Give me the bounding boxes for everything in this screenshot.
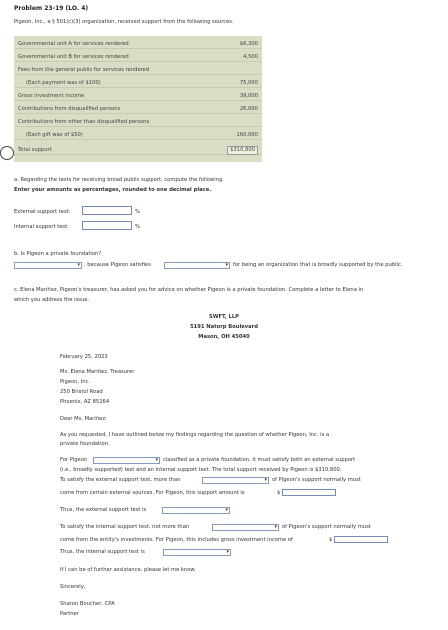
- paragraph-2-continue: classified as a private foundation, it must satisfy both an external support: [163, 457, 356, 463]
- table-row: [14, 64, 262, 75]
- firm-city: Mason, OH 45040: [198, 334, 250, 340]
- internal-support-input[interactable]: [82, 221, 132, 230]
- support-table: [14, 36, 262, 162]
- chevron-down-icon: ▾: [225, 262, 228, 268]
- table-row-label: Governmental unit A for services rendered: [18, 41, 129, 47]
- chevron-down-icon: ▾: [226, 549, 229, 555]
- table-row-value: 75,000: [239, 80, 258, 86]
- external-threshold-select[interactable]: [202, 477, 269, 484]
- table-row-value: 26,000: [239, 106, 258, 112]
- table-row: [14, 38, 262, 49]
- table-row: [14, 51, 262, 62]
- addressee-line: Ms. Elena Mariñez, Treasurer: [60, 369, 135, 375]
- paragraph-4-line-2: come from the entity's investments. For Pigeon, this includes gross investment income of: [60, 537, 293, 543]
- table-row: [14, 103, 262, 114]
- part-b-question: b. Is Pigeon a private foundation?: [14, 251, 102, 257]
- table-row-label: Contributions from disqualified persons: [18, 106, 121, 112]
- internal-threshold-select[interactable]: [212, 524, 279, 531]
- external-support-label: External support test:: [14, 209, 71, 215]
- paragraph-2-line-3a: To satisfy the external support test, more than: [60, 477, 181, 483]
- closing-line: If I can be of further assistance, please let me know.: [60, 567, 196, 573]
- signer-title: Partner: [60, 611, 79, 617]
- internal-test-result-select[interactable]: [163, 549, 231, 556]
- investment-income-input[interactable]: [334, 536, 388, 543]
- table-row-value: 160,000: [236, 132, 258, 138]
- internal-support-label: Internal support test:: [14, 224, 69, 230]
- chevron-down-icon: ▾: [274, 524, 277, 530]
- table-row-label: Governmental unit B for services rendered: [18, 54, 129, 60]
- part-a-instruction: a. Regarding the tests for receiving broad public support, compute the following.: [14, 177, 224, 183]
- table-row: [14, 129, 262, 140]
- table-row-label: (Each gift was of $50): [26, 132, 83, 138]
- table-row-label: Gross investment income: [18, 93, 85, 99]
- firm-street: 5191 Natorp Boulevard: [190, 324, 258, 330]
- addressee-line: Pigeon, Inc.: [60, 379, 91, 385]
- paragraph-2-line-3b: of Pigeon's support normally must: [272, 477, 361, 483]
- table-row: [14, 90, 262, 101]
- paragraph-1-line-1: As you requested, I have outlined below my findings regarding the question of whether Pigeon, Inc. is a: [60, 432, 330, 438]
- total-support-marker-circle: [0, 146, 14, 160]
- private-foundation-select[interactable]: [14, 262, 82, 269]
- external-support-input[interactable]: [82, 206, 132, 215]
- chevron-down-icon: ▾: [264, 477, 267, 483]
- addressee-line: 250 Bristol Road: [60, 389, 103, 395]
- paragraph-2-start: For Pigeon: [60, 457, 88, 463]
- chevron-down-icon: ▾: [77, 262, 80, 268]
- paragraph-4-line-1b: of Pigeon's support normally must: [282, 524, 371, 530]
- signer-name: Sharon Boucher, CPA: [60, 601, 115, 607]
- firm-name: SWFT, LLP: [209, 314, 239, 320]
- part-b-because-text: , because Pigeon satisfies: [84, 262, 151, 268]
- table-row-value: $310,800: [227, 146, 258, 155]
- internal-percent-sign: %: [135, 224, 140, 230]
- table-row-label: (Each payment was of $100): [26, 80, 101, 86]
- letter-date: February 25, 2023: [60, 354, 108, 360]
- paragraph-2-line-2: (i.e., broadly supported) test and an internal support test. The total support received by Pigeon is $310,800.: [60, 467, 342, 473]
- sincerely: Sincerely,: [60, 584, 86, 590]
- part-c-line-2: which you address the issue.: [14, 297, 90, 303]
- part-c-line-1: c. Elena Mariñez, Pigeon's treasurer, has asked you for advice on whether Pigeon is a private foundation. Complete a letter to Elena in: [14, 287, 364, 293]
- table-row-value: $6,300: [239, 41, 258, 47]
- table-row-label: Contributions from other than disqualified persons: [18, 119, 150, 125]
- table-row: [14, 144, 262, 155]
- chevron-down-icon: ▾: [155, 457, 158, 463]
- external-support-amount-input[interactable]: [282, 489, 336, 496]
- test-satisfied-select[interactable]: [164, 262, 230, 269]
- table-row: [14, 116, 262, 127]
- table-row-value: 39,000: [239, 93, 258, 99]
- part-b-tail-text: for being an organization that is broadly supported by the public.: [233, 262, 403, 268]
- table-row: [14, 77, 262, 88]
- table-row-label: Total support: [18, 147, 52, 153]
- addressee-line: Phoenix, AZ 85264: [60, 399, 110, 405]
- paragraph-2-line-4: come from certain external sources. For Pigeon, this support amount is: [60, 490, 245, 496]
- salutation: Dear Ms. Mariñez:: [60, 416, 107, 422]
- part-a-precision-note: Enter your amounts as percentages, rounded to one decimal place.: [14, 187, 212, 193]
- external-test-result-text: Thus, the external support test is: [60, 507, 147, 513]
- external-percent-sign: %: [135, 209, 140, 215]
- problem-title: Problem 23-19 (LO. 4): [14, 5, 89, 12]
- paragraph-1-line-2: private foundation.: [60, 441, 110, 447]
- problem-intro: Pigeon, Inc., a § 501(c)(3) organization, received support from the following sources.: [14, 19, 234, 25]
- table-row-label: Fees from the general public for services rendered: [18, 67, 150, 73]
- classification-select[interactable]: [93, 457, 160, 464]
- chevron-down-icon: ▾: [225, 507, 228, 513]
- external-test-result-select[interactable]: [162, 507, 230, 514]
- paragraph-4-line-1a: To satisfy the internal support test, not more than: [60, 524, 190, 530]
- dollar-sign: $: [329, 537, 333, 543]
- internal-test-result-text: Thus, the internal support test is: [60, 549, 145, 555]
- table-row-value: 4,500: [243, 54, 258, 60]
- dollar-sign: $: [277, 490, 281, 496]
